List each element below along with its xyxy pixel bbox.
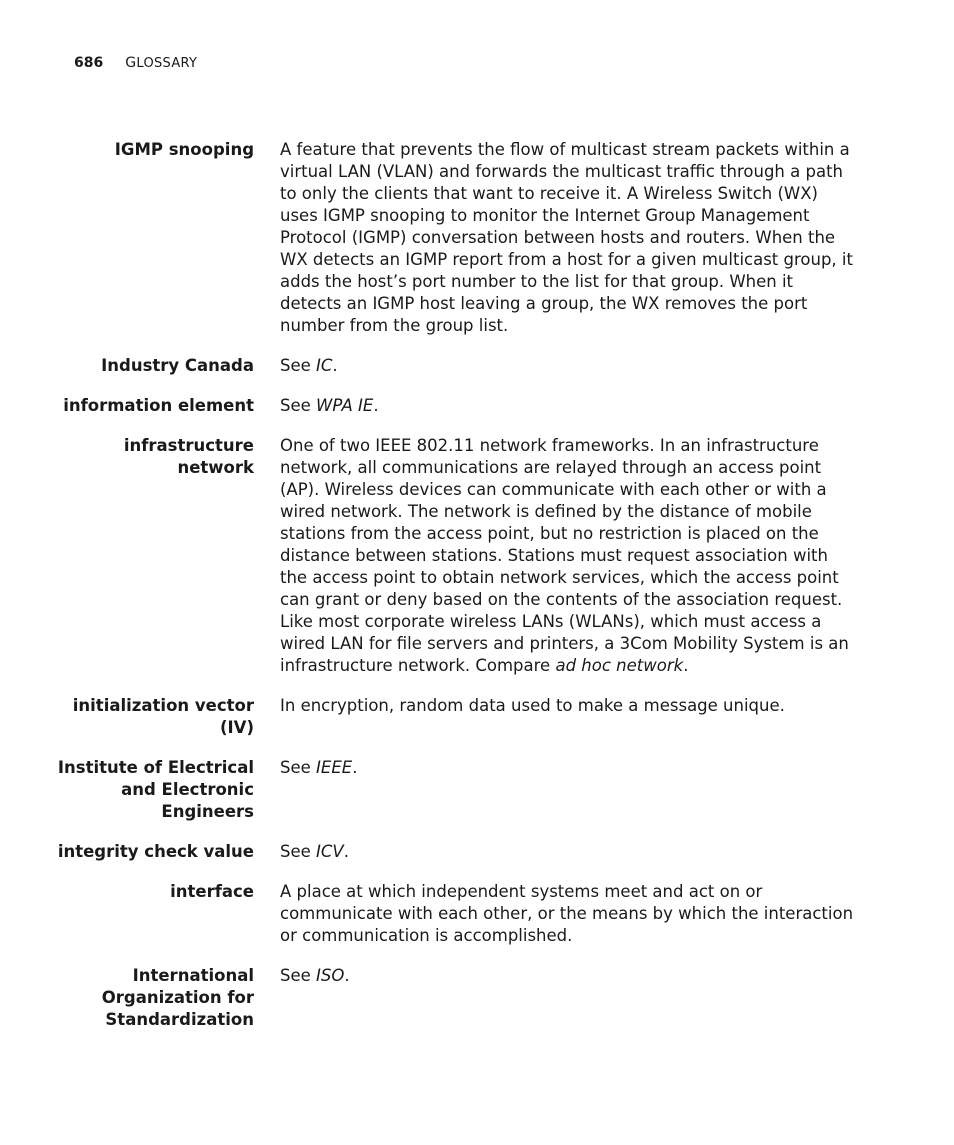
cross-reference: ISO <box>316 966 345 985</box>
entry-term: Institute of Electrical and Electronic Engineers <box>57 758 254 821</box>
page-header <box>74 55 197 71</box>
entry-term: interface <box>170 882 254 901</box>
entry-definition: A place at which independent systems meet and act on or communicate with each other, or the means by which the interaction or communication is accomplished. <box>280 882 854 945</box>
entry-term: initialization vector (IV) <box>72 696 254 737</box>
entry-definition: See ISO. <box>280 966 350 985</box>
page-number: 686 <box>74 55 104 71</box>
entry-term: International Organization for Standardization <box>101 966 254 1029</box>
entry-definition: See WPA IE. <box>280 396 379 415</box>
cross-reference: IEEE <box>316 758 353 777</box>
entry-term: Industry Canada <box>101 356 254 375</box>
entry-definition: A feature that prevents the flow of multicast stream packets within a virtual LAN (VLAN) and forwards the multicast traffic through a path to only the clients that want to receive it. A Wireless Switch (WX) uses IGMP snooping to monitor the Internet Group Management Protocol (IGMP) conversation between hosts and routers. When the WX detects an IGMP report from a host for a given multicast group, it adds the host’s port number to the list for that group. When it detects an IGMP host leaving a group, the WX removes the port number from the group list. <box>280 140 853 335</box>
entry-term: integrity check value <box>57 842 254 861</box>
entry-definition: One of two IEEE 802.11 network frameworks. In an infrastructure network, all communications are relayed through an access point (AP). Wireless devices can communicate with each other or with a wired network. The network is defined by the distance of mobile stations from the access point, but no restriction is placed on the distance between stations. Stations must request association with the access point to obtain network services, which the access point can grant or deny based on the contents of the association request. Like most corporate wireless LANs (WLANs), which must access a wired LAN for file servers and printers, a 3Com Mobility System is an infrastructure network. Compare ad hoc network. <box>280 436 849 675</box>
entry-term: information element <box>63 396 254 415</box>
cross-reference: WPA IE <box>316 396 374 415</box>
entry-definition: See IEEE. <box>280 758 358 777</box>
entry-term: IGMP snooping <box>114 140 254 159</box>
entry-definition: See ICV. <box>280 842 349 861</box>
entry-definition: See IC. <box>280 356 338 375</box>
cross-reference: ad hoc network <box>555 656 684 675</box>
cross-reference: IC <box>316 356 333 375</box>
section-title: GLOSSARY <box>125 55 198 71</box>
entry-definition: In encryption, random data used to make a message unique. <box>280 696 785 715</box>
entry-term: infrastructure network <box>123 436 254 477</box>
cross-reference: ICV <box>316 842 344 861</box>
